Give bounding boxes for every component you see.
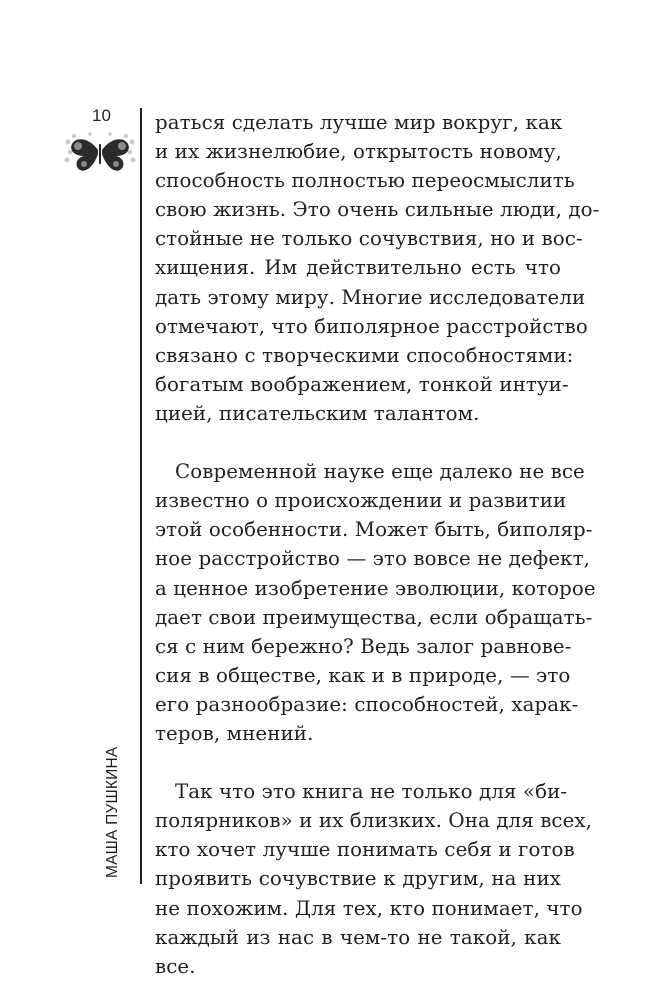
text-line: Так что это книга не только для «би- — [175, 780, 568, 804]
text-line: его разнообразие: способностей, харак- — [155, 692, 579, 716]
text-line: известно о происхождении и развитии — [155, 489, 567, 513]
paragraph-gap — [155, 428, 561, 457]
text-line: каждый из нас в чем-то не такой, как — [155, 925, 561, 949]
ornament-left-wing — [71, 139, 98, 170]
text-line: хищения. Им действительно есть что — [155, 256, 561, 280]
paragraph-gap — [155, 748, 561, 777]
text-line: сия в обществе, как и в природе, — это — [155, 663, 571, 687]
body-text — [155, 108, 600, 981]
ornament-body — [99, 144, 101, 164]
text-line: способность полностью переосмыслить — [155, 169, 575, 193]
text-line: проявить сочувствие к другим, на них — [155, 867, 561, 891]
text-line: ся с ним бережно? Ведь залог равнове- — [155, 634, 572, 658]
ornament-right-wing — [102, 139, 129, 170]
text-line: теров, мнений. — [155, 721, 314, 745]
margin-rule — [140, 108, 142, 884]
butterfly-ornament-icon — [64, 130, 136, 174]
text-line: стойные не только сочувствия, но и вос- — [155, 227, 583, 251]
text-line: все. — [155, 954, 196, 978]
text-line: не похожим. Для тех, кто понимает, что — [155, 896, 583, 920]
running-head-author: МАША ПУШКИНА — [104, 746, 121, 878]
text-line: богатым воображением, тонкой интуи- — [155, 372, 569, 396]
text-line: полярников» и их близких. Она для всех, — [155, 809, 593, 833]
text-line: раться сделать лучше мир вокруг, как — [155, 111, 563, 134]
text-line: цией, писательским талантом. — [155, 401, 480, 425]
page-number: 10 — [92, 106, 111, 125]
text-line: дать этому миру. Многие исследователи — [155, 285, 586, 309]
text-line: дает свои преимущества, если обращать- — [155, 605, 593, 629]
text-line: отмечают, что биполярное расстройство — [155, 314, 588, 338]
text-line: связано с творческими способностями: — [155, 343, 574, 367]
text-line: Современной науке еще далеко не все — [175, 460, 585, 484]
text-line: свою жизнь. Это очень сильные люди, до- — [155, 198, 600, 222]
text-line: этой особенности. Может быть, биполяр- — [155, 518, 593, 542]
text-line: и их жизнелюбие, открытость новому, — [155, 140, 562, 164]
text-line: а ценное изобретение эволюции, которое — [155, 576, 596, 600]
text-line: ное расстройство — это вовсе не дефект, — [155, 547, 591, 571]
text-line: кто хочет лучше понимать себя и готов — [155, 838, 575, 862]
